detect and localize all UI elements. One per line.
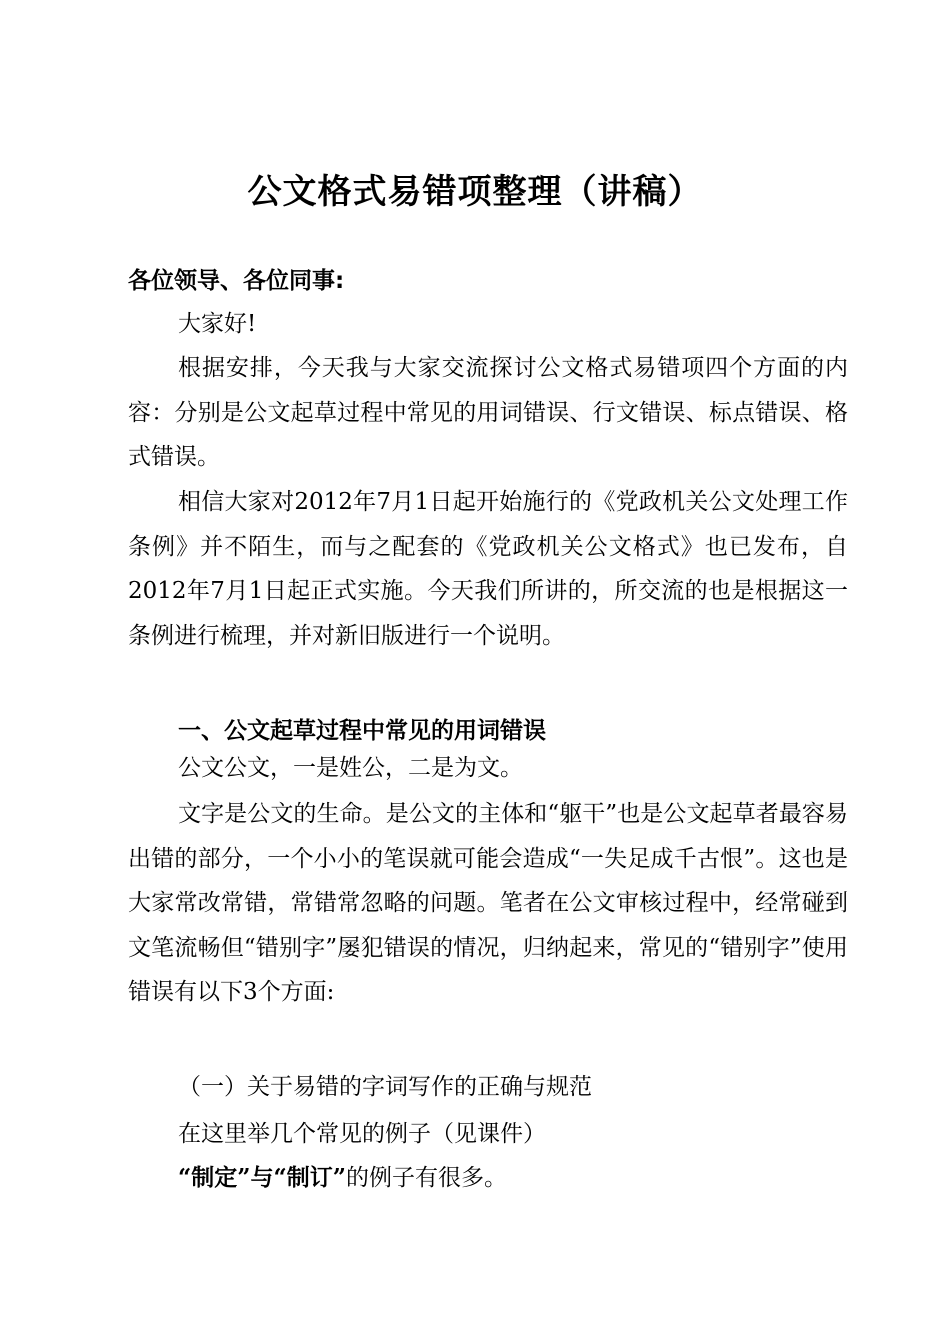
term-connector: 与 — [250, 1164, 274, 1191]
term-zhiding-revised: “制订” — [273, 1164, 346, 1191]
background-paragraph: 相信大家对2012年7月1日起开始施行的《党政机关公文处理工作条例》并不陌生，而与之配套的《党政机关公文格式》也已发布，自2012年7月1日起正式实施。今天我们所讲的，所交流的也是根据这一条例进行梳理，并对新旧版进行一个说明。 — [128, 489, 848, 649]
salutation: 各位领导、各位同事: — [128, 268, 345, 294]
intro-paragraph: 根据安排，今天我与大家交流探讨公文格式易错项四个方面的内容：分别是公文起草过程中常见的用词错误、行文错误、标点错误、格式错误。 — [128, 355, 848, 470]
body-paragraph: 文字是公文的生命。是公文的主体和“躯干”也是公文起草者最容易出错的部分，一个小小的笔误就可能会造成“一失足成千古恨”。这也是大家常改常错，常错常忽略的问题。笔者在公文审核过程中，经常碰到文笔流畅但“错别字”屡犯错误的情况，归纳起来，常见的“错别字”使用错误有以下3个方面: — [128, 801, 848, 1005]
examples-paragraph: 在这里举几个常见的例子（见课件） — [178, 1121, 546, 1147]
term-zhiding: “制定” — [178, 1164, 251, 1191]
greeting-paragraph: 大家好! — [178, 311, 257, 337]
last-line-rest: 的例子有很多。 — [345, 1165, 507, 1191]
subsection-heading-1: （一）关于易错的字词写作的正确与规范 — [178, 1074, 592, 1100]
last-line-paragraph — [128, 1156, 848, 1201]
saying-paragraph: 公文公文，一是姓公，二是为文。 — [178, 755, 523, 781]
document-title: 公文格式易错项整理（讲稿） — [247, 172, 703, 212]
section-heading-1: 一、公文起草过程中常见的用词错误 — [178, 718, 546, 744]
